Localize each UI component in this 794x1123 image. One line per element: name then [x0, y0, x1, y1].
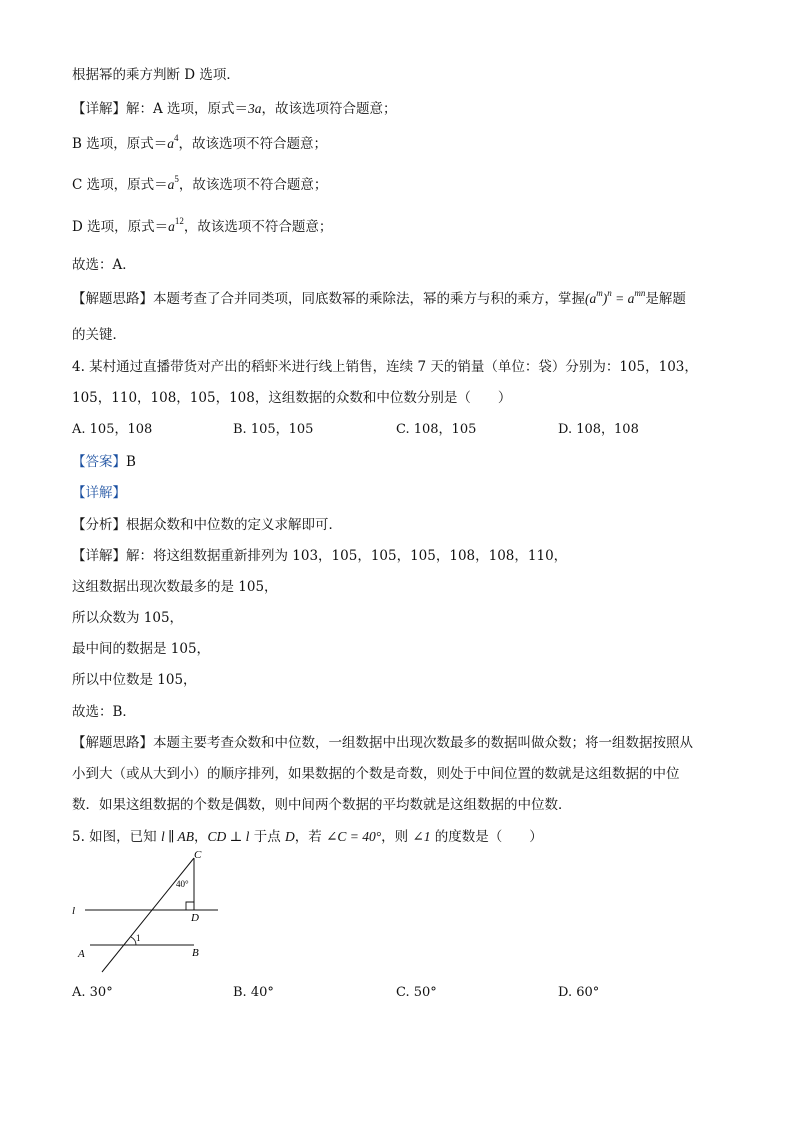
label-l: l: [72, 905, 76, 917]
right-angle-mark: [186, 902, 194, 910]
text: 本题主要考查众数和中位数，一组数据中出现次数最多的数据叫做众数；将一组数据按照从: [153, 735, 693, 751]
q5-option-d: D. 60°: [558, 985, 600, 1000]
q4-option-a: A. 105，108: [72, 422, 153, 437]
explain-line: 所以众数为 105，: [72, 610, 184, 626]
text: B 选项，原式＝: [72, 136, 168, 152]
q5-option-c: C. 50°: [396, 985, 437, 1000]
math-exponent: 12: [174, 216, 184, 226]
analysis-tag: 【分析】: [72, 517, 126, 533]
detail-line-b: [72, 135, 327, 154]
explain-line: 最中间的数据是 105，: [72, 641, 211, 657]
detail-line-a: [72, 100, 397, 118]
detail-tag: 【详解】: [72, 101, 126, 117]
formula-exponent: mn: [634, 288, 646, 298]
math-exponent: 4: [173, 133, 179, 143]
text: ，故该选项不符合题意；: [183, 219, 333, 235]
formula-part: (a: [585, 291, 597, 306]
text: ，故该选项符合题意；: [261, 101, 397, 117]
text: ，则: [381, 829, 413, 845]
text: 于点: [249, 829, 286, 845]
explain-line: [72, 547, 567, 565]
detail-line-c: [72, 176, 327, 195]
label-c: C: [194, 849, 202, 861]
text: D 选项，原式＝: [72, 219, 169, 235]
text: 的度数是（ ）: [430, 829, 543, 845]
text: 根据众数和中位数的定义求解即可．: [126, 517, 342, 533]
text: 解：将这组数据重新排列为 103，105，105，105，108，108，110，: [126, 548, 568, 564]
question-5-stem: [72, 828, 543, 846]
math-exponent: 5: [174, 174, 179, 184]
text: ，故该选项不符合题意；: [178, 177, 328, 193]
idea-line-cont: 的关键．: [72, 327, 126, 343]
detail-line-d: [72, 218, 332, 237]
text: 是解题: [645, 291, 686, 307]
answer-value: B: [126, 454, 136, 470]
math-expression: l ∥ AB: [160, 829, 194, 844]
idea-line-cont: 数．如果这组数据的个数是偶数，则中间两个数据的平均数就是这组数据的中位数．: [72, 797, 572, 813]
explain-line: 所以中位数是 105，: [72, 672, 197, 688]
formula-exponent: n: [607, 288, 612, 298]
text: C 选项，原式＝: [72, 177, 168, 193]
question-4-stem: 4. 某村通过直播带货对产出的稻虾米进行线上销售，连续 7 天的销量（单位：袋）分别为：105，103，: [72, 359, 698, 375]
analysis-line: [72, 516, 342, 534]
label-a: A: [78, 948, 85, 960]
answer-tag: 【答案】: [72, 454, 126, 470]
q5-option-a: A. 30°: [72, 985, 113, 1000]
explain-tag: 【详解】: [72, 548, 126, 564]
math-base: a: [167, 177, 175, 192]
math-expression: ∠C = 40°: [326, 829, 382, 844]
label-40-degrees: 40°: [176, 879, 189, 889]
text: ，故该选项不符合题意；: [178, 136, 327, 152]
idea-line: [72, 290, 686, 309]
math-base: a: [167, 136, 174, 151]
geometry-figure: [70, 848, 230, 978]
math-formula: [585, 288, 646, 306]
explain-line: 这组数据出现次数最多的是 105，: [72, 579, 278, 595]
text: 本题考查了合并同类项，同底数幂的乘除法，幂的乘方与积的乘方，掌握: [153, 291, 585, 307]
answer-line: [72, 453, 136, 471]
transversal-line: [102, 858, 194, 972]
q4-option-c: C. 108，105: [396, 422, 477, 437]
text-line: 根据幂的乘方判断 D 选项．: [72, 67, 240, 83]
choice-line: 故选：A．: [72, 257, 136, 273]
formula-exponent: m: [596, 288, 603, 298]
idea-tag: 【解题思路】: [72, 291, 153, 307]
q5-option-b: B. 40°: [233, 985, 274, 1000]
question-4-stem-cont: 105，110，108，105，108，这组数据的众数和中位数分别是（ ）: [72, 390, 512, 406]
formula-part: = a: [611, 291, 635, 306]
q4-option-b: B. 105，105: [233, 422, 314, 437]
label-1: 1: [136, 933, 141, 943]
math-expression: D: [285, 829, 295, 844]
text: ，若: [294, 829, 327, 845]
detail-heading: 【详解】: [72, 485, 126, 501]
math-expression: ∠1: [412, 829, 431, 844]
q4-option-d: D. 108，108: [558, 422, 639, 437]
formula-part: ): [602, 291, 608, 306]
math-base: a: [168, 219, 175, 234]
idea-tag: 【解题思路】: [72, 735, 153, 751]
idea-line: [72, 734, 693, 752]
text: ，: [193, 829, 208, 845]
choice-line: 故选：B．: [72, 704, 136, 720]
math-expression: CD ⊥ l: [207, 829, 250, 844]
text: 5. 如图，已知: [72, 829, 161, 845]
idea-line-cont: 小到大（或从大到小）的顺序排列，如果数据的个数是奇数，则处于中间位置的数就是这组数据的中位: [72, 766, 680, 782]
label-b: B: [192, 947, 199, 959]
text: 解：A 选项，原式＝: [126, 101, 249, 117]
math-expression: 3a: [248, 101, 262, 116]
label-d: D: [191, 912, 199, 924]
